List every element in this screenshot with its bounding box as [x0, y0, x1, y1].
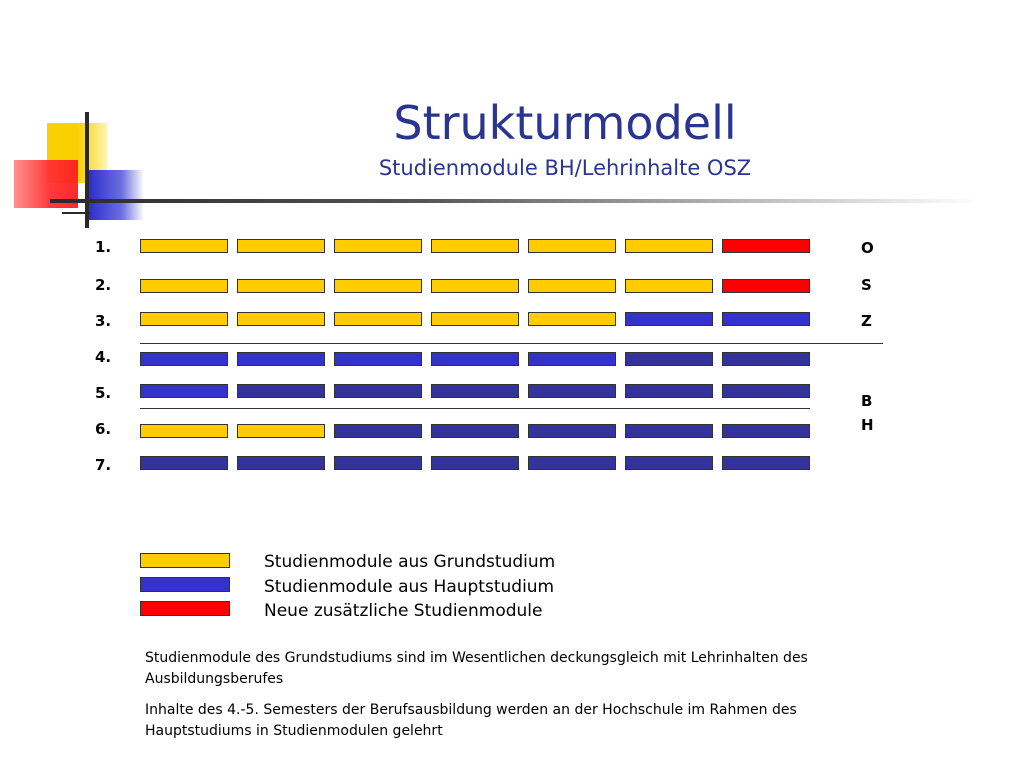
separator-row-5-6 — [140, 408, 810, 409]
module-bar — [140, 352, 228, 366]
module-bar — [722, 384, 810, 398]
module-bar — [431, 424, 519, 438]
module-bar — [431, 456, 519, 470]
legend-label-hauptstudium: Studienmodule aus Hauptstudium — [264, 577, 555, 597]
module-bar — [140, 456, 228, 470]
semester-label: 2. — [95, 276, 112, 294]
module-bar — [722, 424, 810, 438]
module-bar — [237, 312, 325, 326]
module-bar — [528, 424, 616, 438]
side-label-s: S — [861, 276, 872, 294]
module-bar — [140, 239, 228, 253]
module-bar — [334, 352, 422, 366]
page-subtitle: Studienmodule BH/Lehrinhalte OSZ — [378, 156, 752, 180]
legend-label-neu: Neue zusätzliche Studienmodule — [264, 601, 543, 621]
module-bar — [334, 456, 422, 470]
side-label-o: O — [861, 239, 874, 257]
module-bar — [625, 384, 713, 398]
module-bar — [625, 312, 713, 326]
decor-blue-square — [88, 170, 144, 220]
module-bar — [237, 239, 325, 253]
module-bar — [140, 424, 228, 438]
module-bar — [140, 312, 228, 326]
module-bar — [722, 239, 810, 253]
side-label-z: Z — [861, 312, 872, 330]
legend-swatch-grundstudium — [140, 553, 230, 568]
module-bar — [140, 279, 228, 293]
module-bar — [431, 279, 519, 293]
note-grundstudium: Studienmodule des Grundstudiums sind im Wesentlichen deckungsgleich mit Lehrinhalten des Ausbildungsberufes — [145, 650, 808, 687]
module-bar — [528, 279, 616, 293]
module-bar — [625, 352, 713, 366]
module-bar — [334, 312, 422, 326]
module-bar — [140, 384, 228, 398]
page-title: Strukturmodell — [393, 96, 737, 150]
module-bar — [237, 279, 325, 293]
separator-osz-bh — [140, 343, 883, 344]
semester-label: 5. — [95, 384, 112, 402]
module-bar — [237, 456, 325, 470]
module-bar — [334, 384, 422, 398]
module-bar — [625, 279, 713, 293]
side-label-h: H — [861, 416, 874, 434]
semester-label: 4. — [95, 348, 112, 366]
module-bar — [431, 384, 519, 398]
legend-swatch-hauptstudium — [140, 577, 230, 592]
module-bar — [431, 312, 519, 326]
module-bar — [625, 239, 713, 253]
side-label-b: B — [861, 392, 873, 410]
module-bar — [528, 384, 616, 398]
semester-label: 1. — [95, 238, 112, 256]
module-bar — [334, 239, 422, 253]
module-bar — [431, 352, 519, 366]
decor-short-line — [62, 212, 90, 214]
note-hauptstudium: Inhalte des 4.-5. Semesters der Berufsausbildung werden an der Hochschule im Rahmen des Hauptstudiums in Studienmodulen gelehrt — [145, 702, 797, 739]
decor-vertical-line — [85, 112, 89, 228]
module-bar — [528, 312, 616, 326]
module-bar — [722, 456, 810, 470]
module-bar — [722, 312, 810, 326]
legend-swatch-neu — [140, 601, 230, 616]
module-bar — [334, 279, 422, 293]
module-bar — [625, 424, 713, 438]
legend-label-grundstudium: Studienmodule aus Grundstudium — [264, 552, 556, 572]
module-bar — [528, 456, 616, 470]
module-bar — [237, 424, 325, 438]
module-bar — [431, 239, 519, 253]
module-bar — [528, 352, 616, 366]
module-bar — [237, 352, 325, 366]
module-bar — [334, 424, 422, 438]
semester-label: 6. — [95, 420, 112, 438]
module-bar — [722, 352, 810, 366]
semester-label: 7. — [95, 456, 112, 474]
module-bar — [528, 239, 616, 253]
semester-label: 3. — [95, 312, 112, 330]
decor-horizontal-line — [50, 199, 980, 203]
module-bar — [237, 384, 325, 398]
module-bar — [722, 279, 810, 293]
module-bar — [625, 456, 713, 470]
